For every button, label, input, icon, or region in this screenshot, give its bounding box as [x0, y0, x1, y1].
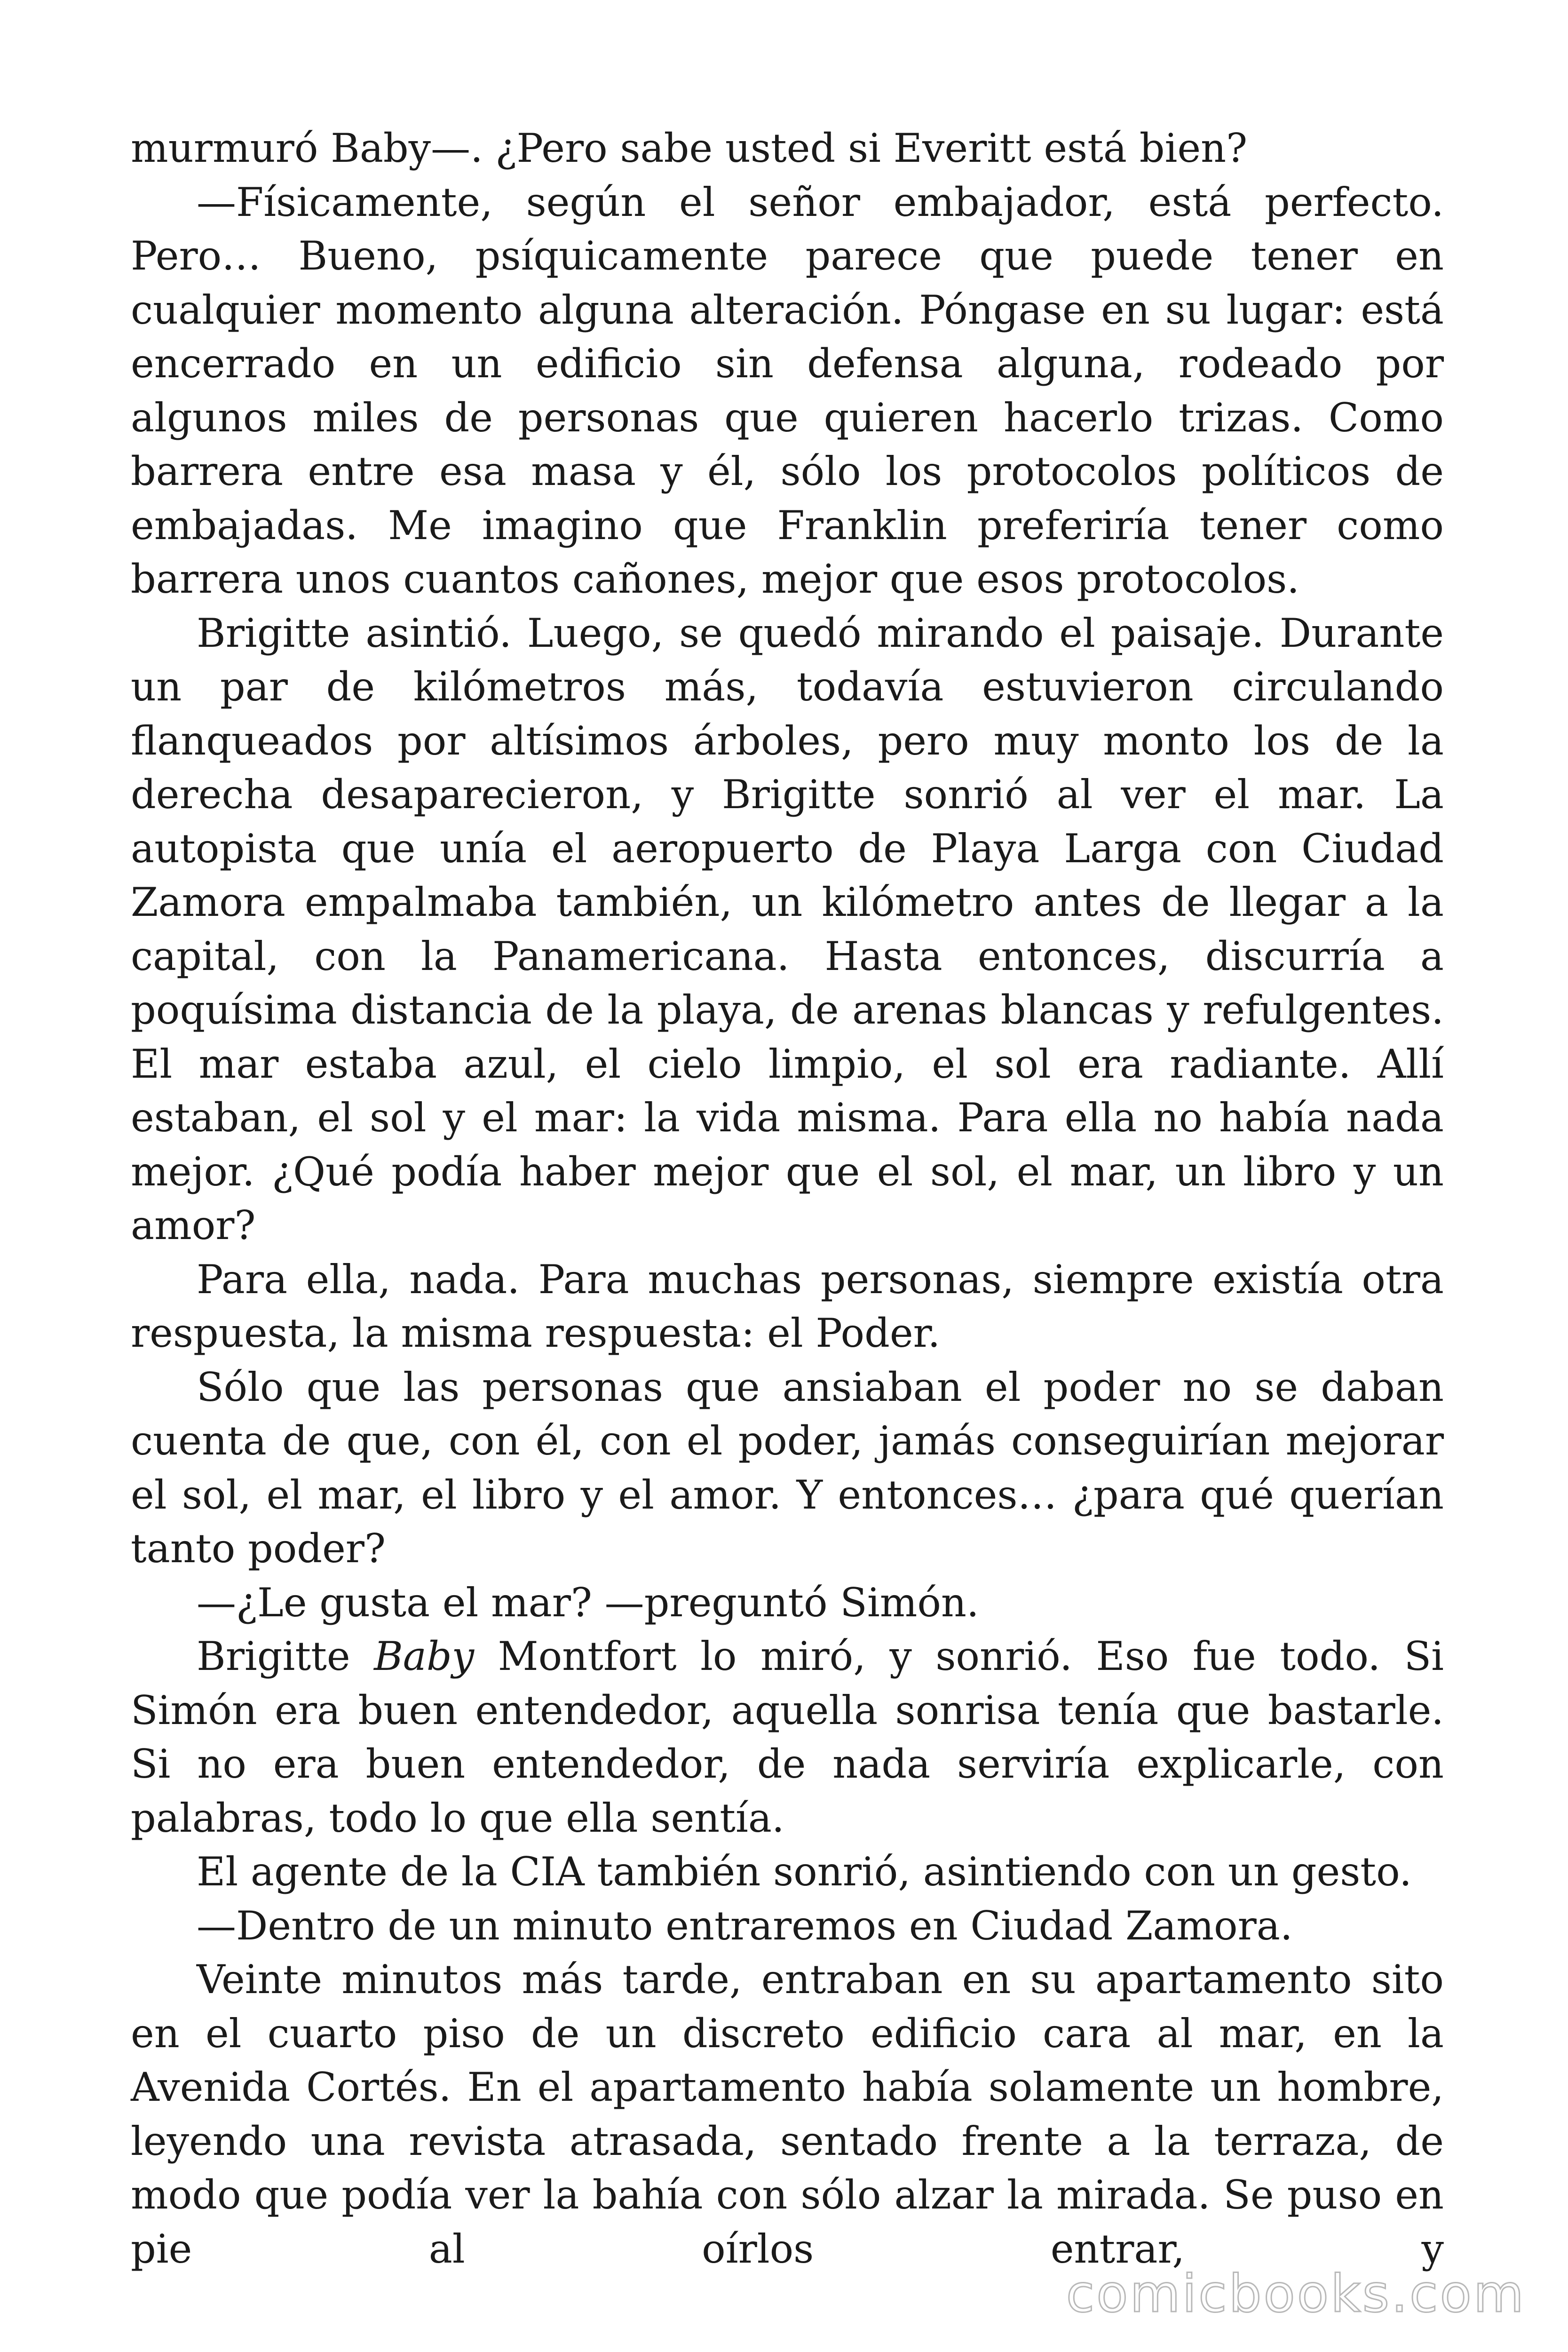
paragraph-8: El agente de la CIA también sonrió, asintiendo con un gesto. [197, 1849, 1412, 1895]
paragraph-7 [131, 1629, 1444, 1845]
body-text [131, 121, 1444, 2276]
paragraph-4: Para ella, nada. Para muchas personas, siempre existía otra respuesta, la misma respuesta: el Poder. [131, 1256, 1444, 1356]
paragraph-1: murmuró Baby—. ¿Pero sabe usted si Everitt está bien? [131, 125, 1248, 171]
paragraph-9: —Dentro de un minuto entraremos en Ciudad Zamora. [197, 1902, 1293, 1949]
paragraph-5: Sólo que las personas que ansiaban el poder no se daban cuenta de que, con él, con el poder, jamás conseguirían mejorar el sol, el mar, el libro y el amor. Y entonces… ¿para qué querían tanto poder? [131, 1364, 1444, 1572]
paragraph-10: Veinte minutos más tarde, entraban en su apartamento sito en el cuarto piso de un discreto edificio cara al mar, en la Avenida Cortés. En el apartamento había solamente un hombre, leyendo una revista atrasada, sentado frente a la terraza, de modo que podía ver la bahía con sólo alzar la mirada. Se puso en pie al oírlos entrar, y [131, 1956, 1444, 2272]
paragraph-3: Brigitte asintió. Luego, se quedó mirando el paisaje. Durante un par de kilómetros más, todavía estuvieron circulando flanqueados por altísimos árboles, pero muy monto los de la derecha desaparecieron, y Brigitte sonrió al ver el mar. La autopista que unía el aeropuerto de Playa Larga con Ciudad Zamora empalmaba también, un kilómetro antes de llegar a la capital, con la Panamericana. Hasta entonces, discurría a poquísima distancia de la playa, de arenas blancas y refulgentes. El mar estaba azul, el cielo limpio, el sol era radiante. Allí estaban, el sol y el mar: la vida misma. Para ella no había nada mejor. ¿Qué podía haber mejor que el sol, el mar, un libro y un amor? [131, 610, 1444, 1248]
paragraph-6: —¿Le gusta el mar? —preguntó Simón. [197, 1579, 979, 1626]
watermark: comicbooks.com [1066, 2264, 1526, 2324]
paragraph-2: —Físicamente, según el señor embajador, está perfecto. Pero… Bueno, psíquicamente parece que puede tener en cualquier momento alguna alteración. Póngase en su lugar: está encerrado en un edificio sin defensa alguna, rodeado por algunos miles de personas que quieren hacerlo trizas. Como barrera entre esa masa y él, sólo los protocolos políticos de embajadas. Me imagino que Franklin preferiría tener como barrera unos cuantos cañones, mejor que esos protocolos. [131, 179, 1444, 602]
paragraph-7-italic: Baby [374, 1633, 475, 1679]
paragraph-7-end: Montfort lo miró, y sonrió. Eso fue todo. Si Simón era buen entendedor, aquella sonrisa tenía que bastarle. Si no era buen entendedor, de nada serviría explicarle, con palabras, todo lo que ella sentía. [131, 1633, 1444, 1841]
paragraph-7-start: Brigitte [197, 1633, 374, 1679]
